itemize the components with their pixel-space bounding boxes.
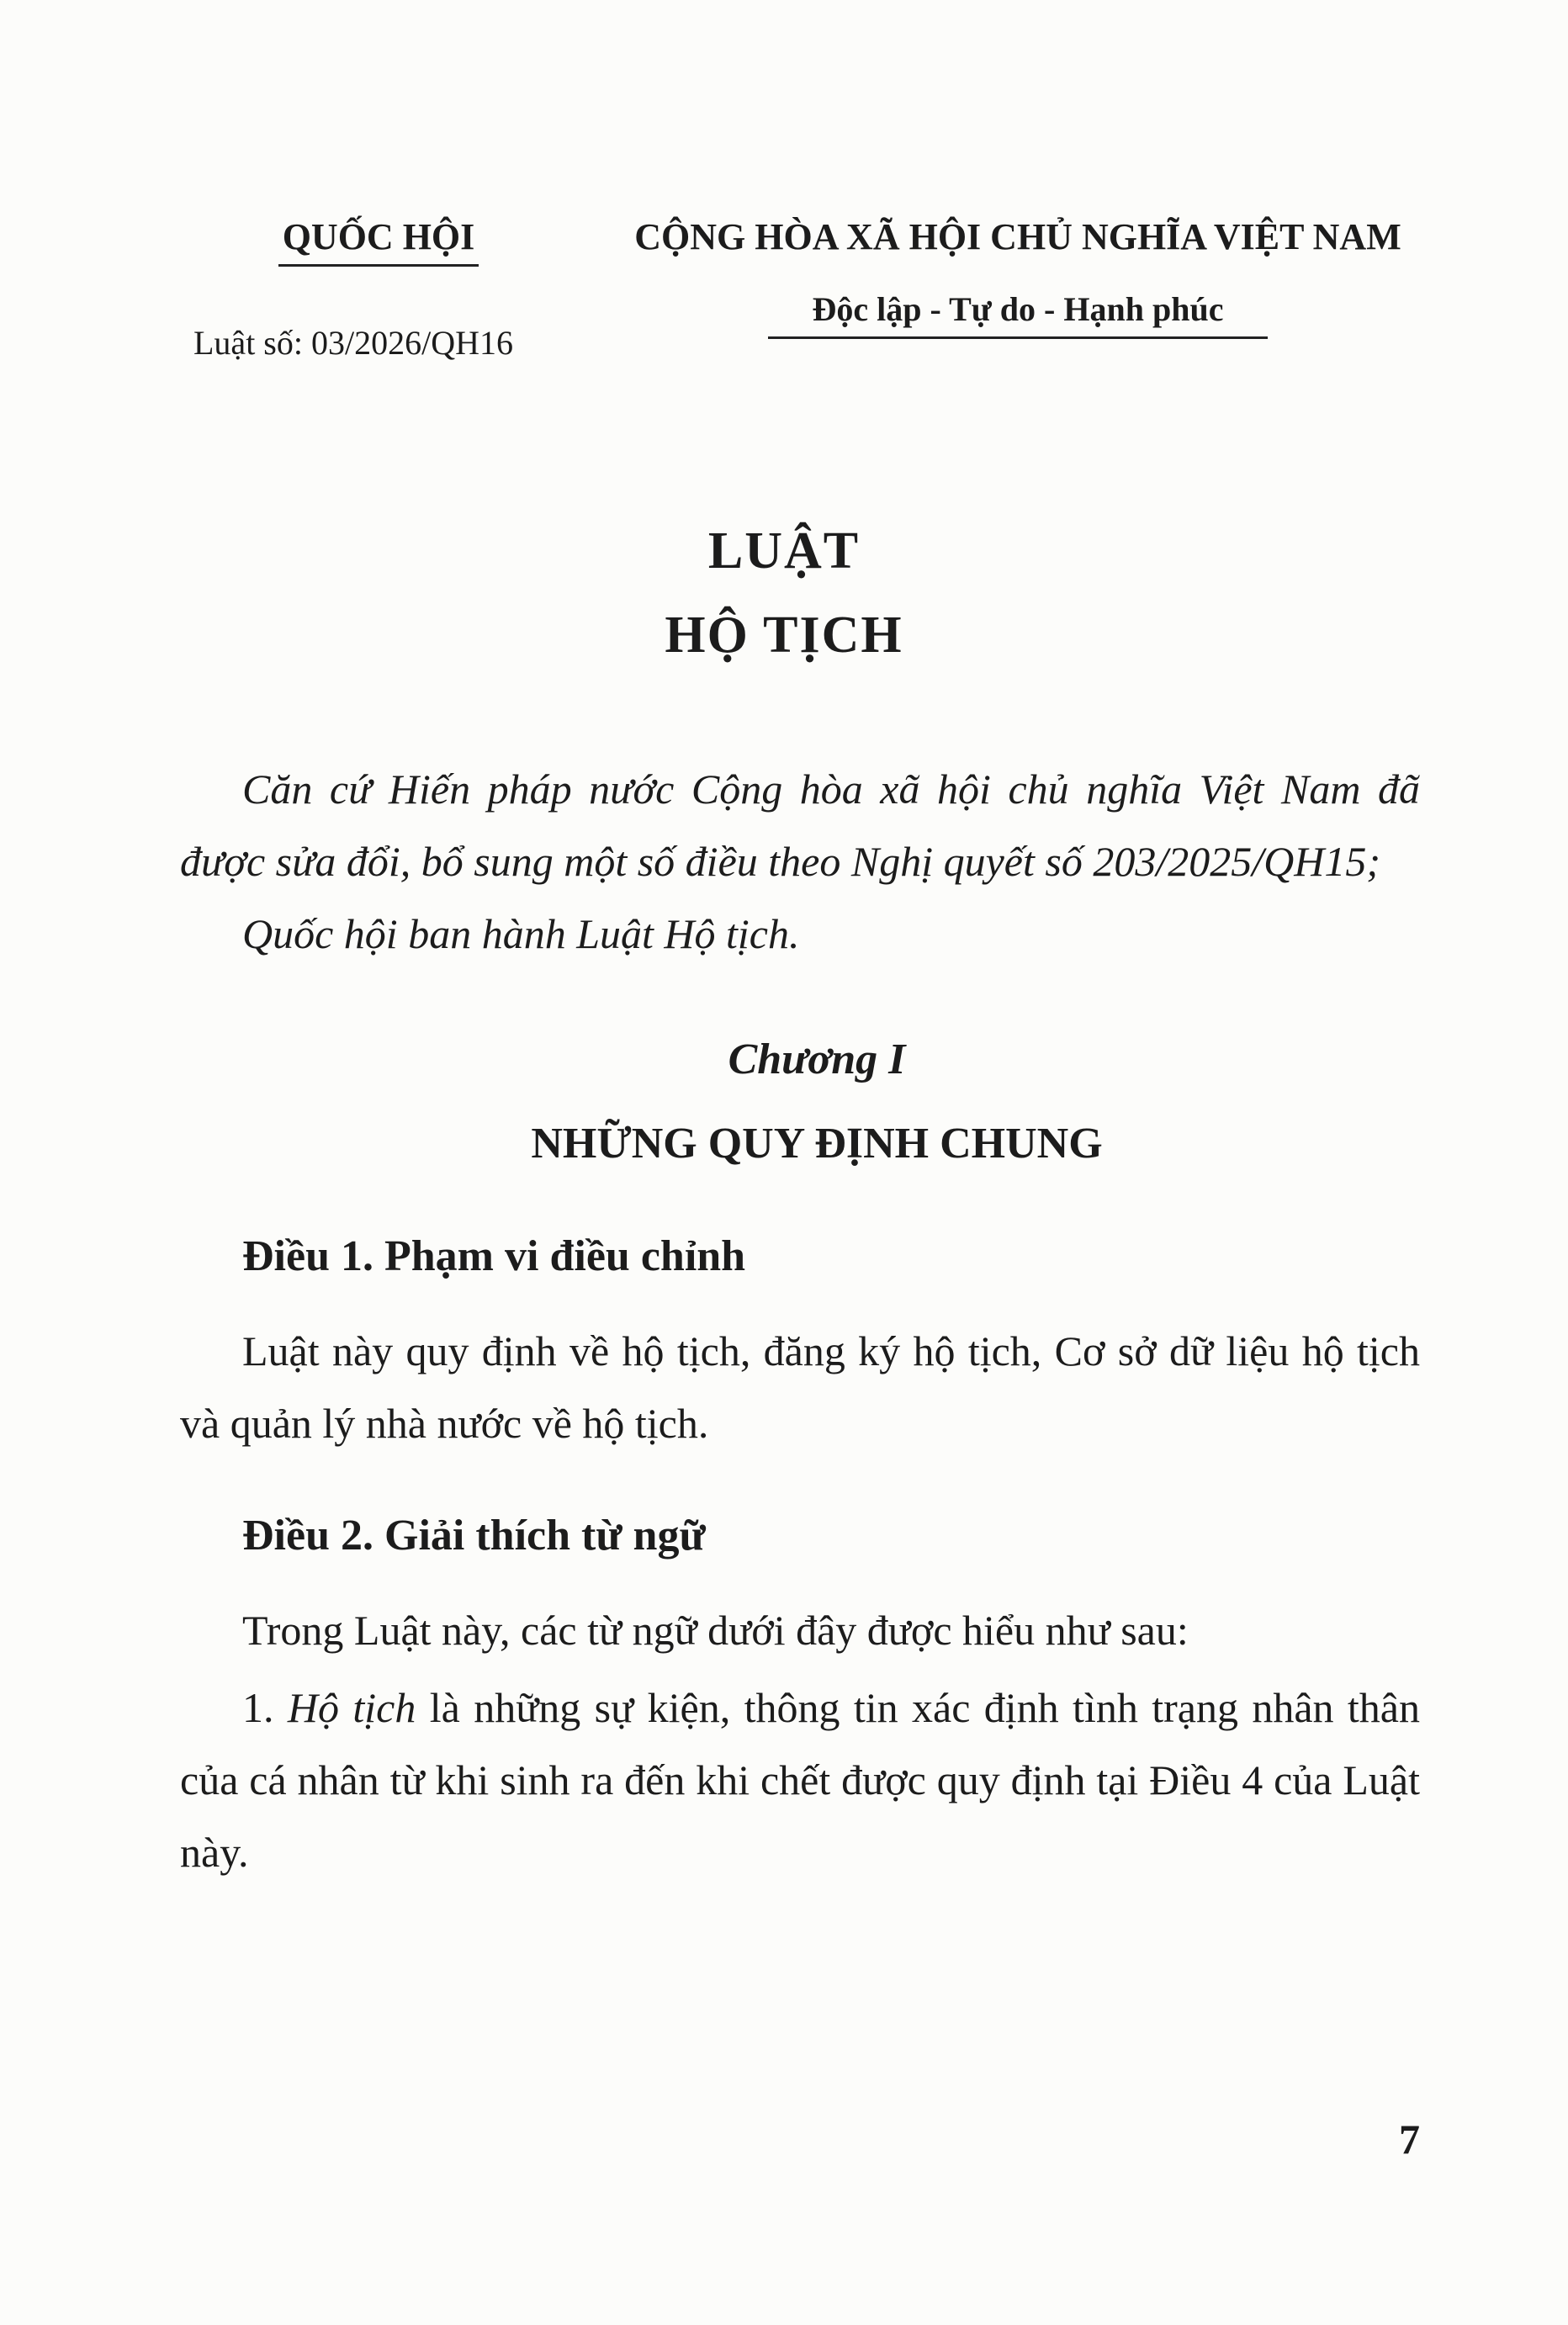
chapter-number: Chương I bbox=[728, 1035, 906, 1083]
article-2-heading: Điều 2. Giải thích từ ngữ bbox=[242, 1512, 706, 1560]
preamble-basis: Căn cứ Hiến pháp nước Cộng hòa xã hội chủ nghĩa Việt Nam đã được sửa đổi, bổ sung một số điều theo Nghị quyết số 203/2025/QH15; bbox=[180, 765, 1420, 885]
chapter-title: NHỮNG QUY ĐỊNH CHUNG bbox=[531, 1120, 1103, 1168]
motto-underline bbox=[768, 336, 1268, 339]
article-1-text: Luật này quy định về hộ tịch, đăng ký hộ tịch, Cơ sở dữ liệu hộ tịch và quản lý nhà nước về hộ tịch. bbox=[180, 1327, 1420, 1447]
article-2-item-1 bbox=[180, 1671, 1420, 1888]
preamble-enactment: Quốc hội ban hành Luật Hộ tịch. bbox=[242, 910, 800, 957]
national-title: CỘNG HÒA XÃ HỘI CHỦ NGHĨA VIỆT NAM bbox=[634, 216, 1401, 257]
page-number: 7 bbox=[1399, 2116, 1420, 2163]
item-1-number: 1. bbox=[242, 1684, 288, 1731]
article-2-intro: Trong Luật này, các từ ngữ dưới đây được hiểu như sau: bbox=[242, 1607, 1189, 1654]
item-1-definition: là những sự kiện, thông tin xác định tình trạng nhân thân của cá nhân từ khi sinh ra đến khi chết được quy định tại Điều 4 của Luật này. bbox=[180, 1684, 1420, 1876]
national-motto: Độc lập - Tự do - Hạnh phúc bbox=[812, 290, 1224, 328]
agency-underline bbox=[278, 264, 479, 267]
item-1-term: Hộ tịch bbox=[287, 1684, 416, 1731]
issuing-agency: QUỐC HỘI bbox=[282, 216, 475, 257]
article-1-heading: Điều 1. Phạm vi điều chỉnh bbox=[242, 1232, 746, 1280]
issuing-agency-block bbox=[151, 212, 606, 267]
document-name: HỘ TỊCH bbox=[665, 606, 903, 664]
document-body bbox=[180, 753, 1420, 1888]
document-type: LUẬT bbox=[707, 522, 861, 580]
national-heading-block bbox=[606, 212, 1430, 339]
law-number: Luật số: 03/2026/QH16 bbox=[193, 324, 513, 362]
